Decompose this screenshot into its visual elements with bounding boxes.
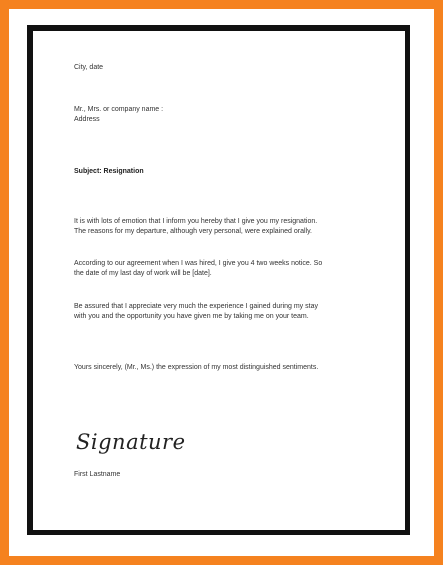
paragraph-2-line-1: According to our agreement when I was hired, I give you 4 two weeks notice. So — [74, 260, 323, 267]
closing-line: Yours sincerely, (Mr., Ms.) the expression of my most distinguished sentiments. — [74, 364, 319, 371]
letter-sheet — [27, 25, 410, 535]
paragraph-3-line-2: with you and the opportunity you have given me by taking me on your team. — [74, 313, 309, 320]
recipient-name: Mr., Mrs. or company name : — [74, 106, 164, 113]
signature: Signature — [76, 430, 186, 454]
signer-name: First Lastname — [74, 471, 121, 478]
paragraph-1-line-1: It is with lots of emotion that I inform you hereby that I give you my resignation. — [74, 218, 318, 225]
paragraph-3-line-1: Be assured that I appreciate very much the experience I gained during my stay — [74, 303, 318, 310]
subject-line: Subject: Resignation — [74, 168, 144, 175]
paragraph-1-line-2: The reasons for my departure, although very personal, were explained orally. — [74, 228, 312, 235]
city-date: City, date — [74, 64, 104, 71]
paragraph-2-line-2: the date of my last day of work will be [date]. — [74, 270, 212, 277]
recipient-address: Address — [74, 116, 100, 123]
